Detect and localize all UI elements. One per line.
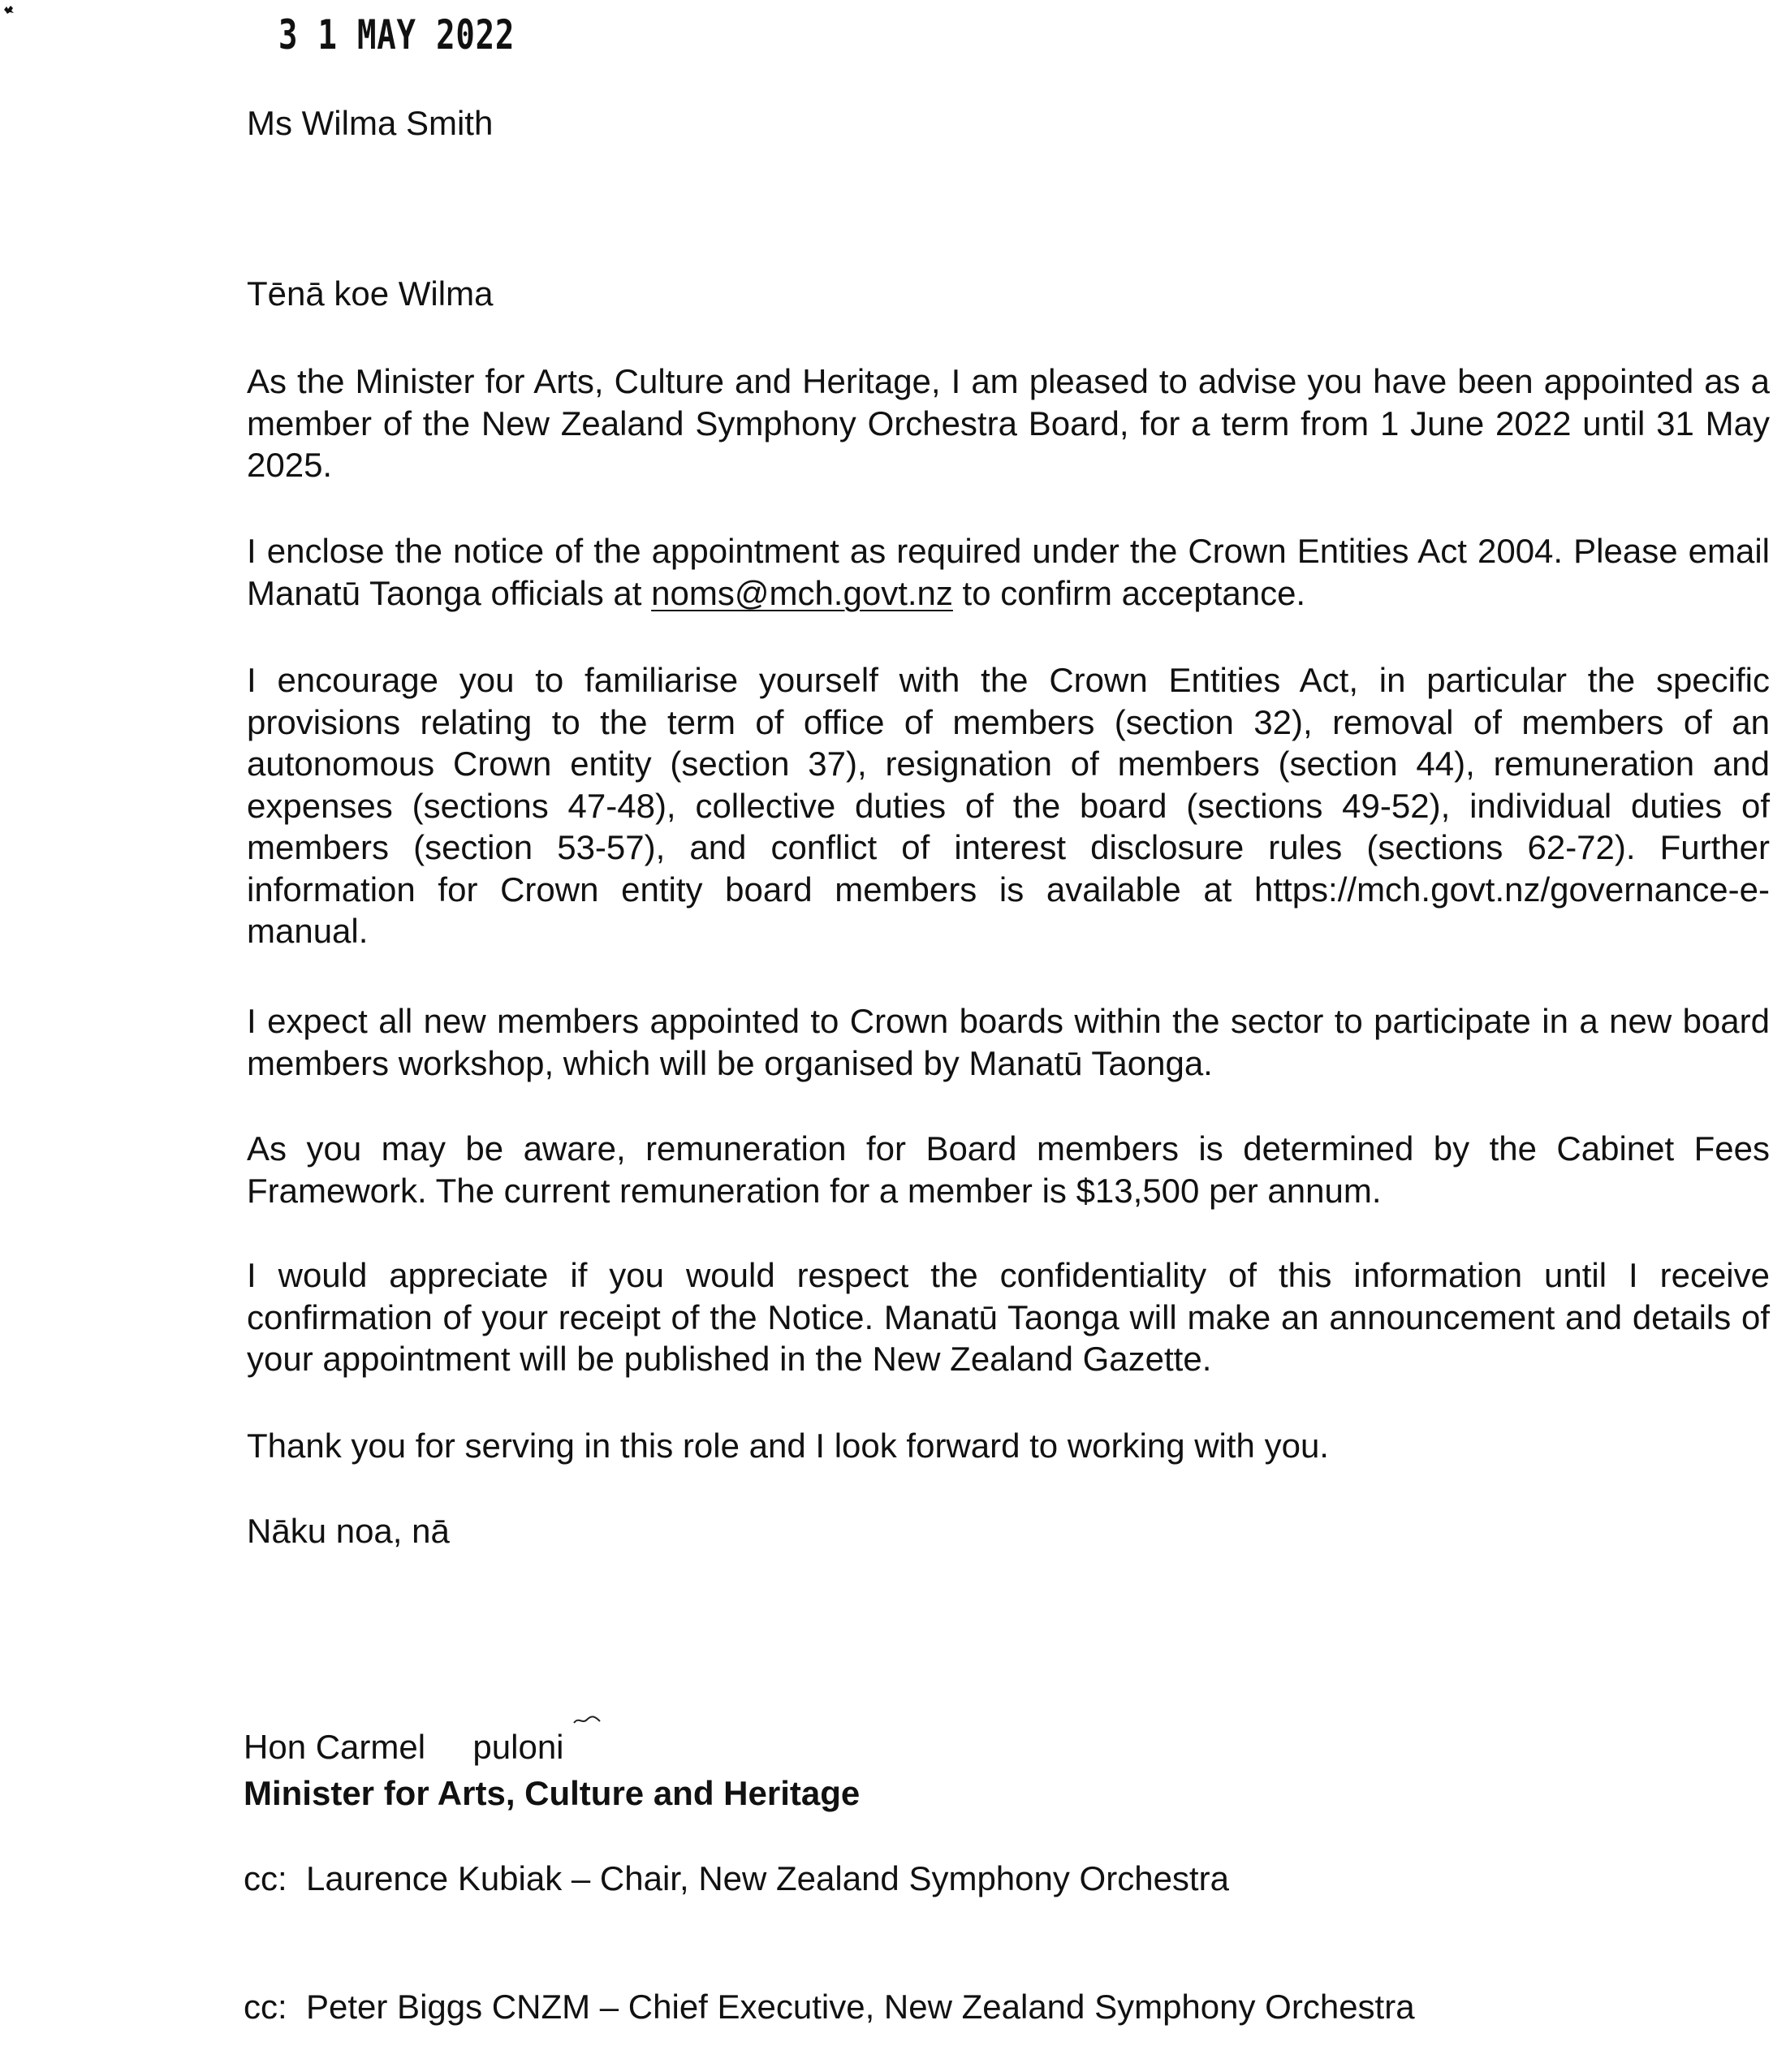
closing-valediction: Nāku noa, nā [247,1512,450,1550]
paragraph-acceptance [247,530,1770,614]
scan-speck-mark [3,5,15,15]
salutation: Tēnā koe Wilma [247,274,494,313]
cc-line-chief-executive: cc: Peter Biggs CNZM – Chief Executive, New Zealand Symphony Orchestra [244,1988,1415,2026]
paragraph-workshop: I expect all new members appointed to Crown boards within the sector to participate in a new board members workshop, which will be organised by Manatū Taonga. [247,1002,1770,1082]
paragraph-thanks: Thank you for serving in this role and I look forward to working with you. [247,1427,1329,1465]
signatory-name: Hon Carmel puloni [244,1728,564,1766]
paragraph-acceptance-text-2: to confirm acceptance. [952,573,1306,612]
signature-mark [572,1715,602,1726]
paragraph-appointment: As the Minister for Arts, Culture and Heritage, I am pleased to advise you have been appointed as a member of the New Zealand Symphony Orchestra Board, for a term from 1 June 2022 until 31 May 2025. [247,362,1770,484]
cc-line-chair: cc: Laurence Kubiak – Chair, New Zealand Symphony Orchestra [244,1859,1229,1897]
email-link[interactable]: noms@mch.govt.nz [651,573,953,612]
addressee-name: Ms Wilma Smith [247,104,494,142]
paragraph-acceptance-text-1: I enclose the notice of the appointment as required under the Crown Entities Act 2004. Please email Manatū Taonga officials at [247,532,1770,612]
paragraph-confidentiality: I would appreciate if you would respect the confidentiality of this information until I receive confirmation of your receipt of the Notice. Manatū Taonga will make an announcement and details of your appointment will be published in the New Zealand Gazette. [247,1256,1770,1378]
date-received-stamp: 3 1 MAY 2022 [278,11,516,58]
paragraph-remuneration: As you may be aware, remuneration for Board members is determined by the Cabinet Fees Framework. The current remuneration for a member is $13,500 per annum. [247,1129,1770,1210]
signatory-title: Minister for Arts, Culture and Heritage [244,1774,861,1812]
paragraph-crown-entities-act: I encourage you to familiarise yourself with the Crown Entities Act, in particular the specific provisions relating to the term of office of members (section 32), removal of members of an autonomous Crown entity (section 37), resignation of members (section 44), remuneration and expenses (sections 47-48), collective duties of the board (sections 49-52), individual duties of members (section 53-57), and conflict of interest disclosure rules (sections 62-72). Further information for Crown entity board members is available at https://mch.govt.nz/governance-e-manual. [247,661,1770,950]
